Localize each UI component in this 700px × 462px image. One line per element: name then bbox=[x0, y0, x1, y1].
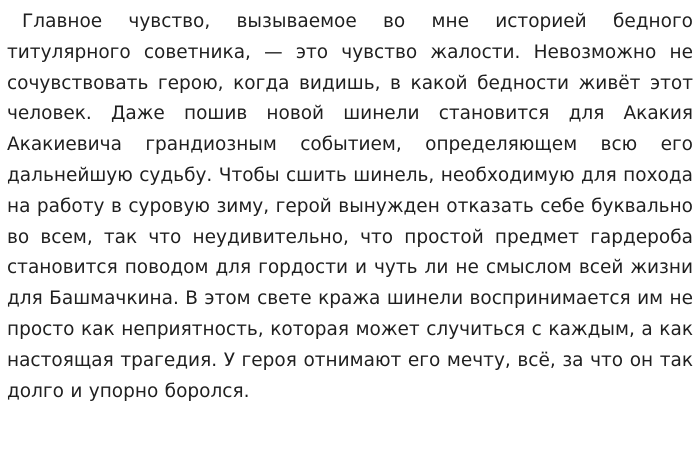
essay-paragraph: Главное чувство, вызываемое во мне историей бедного титулярного советника, — это чувство жалости. Невозможно не сочувствовать герою, когда видишь, в какой бедности живёт этот человек. Даже пошив новой шинели становится для Акакия Акакиевича грандиозным событием, определяющем всю его дальнейшую судьбу. Чтобы сшить шинель, необходимую для похода на работу в суровую зиму, герой вынужден отказать себе буквально во всем, так что неудивительно, что простой предмет гардероба становится поводом для гордости и чуть ли не смыслом всей жизни для Башмачкина. В этом свете кража шинели воспринимается им не просто как неприятность, которая может случиться с каждым, а как настоящая трагедия. У героя отнимают его мечту, всё, за что он так долго и упорно боролся. bbox=[7, 11, 693, 402]
document-body bbox=[7, 7, 693, 407]
